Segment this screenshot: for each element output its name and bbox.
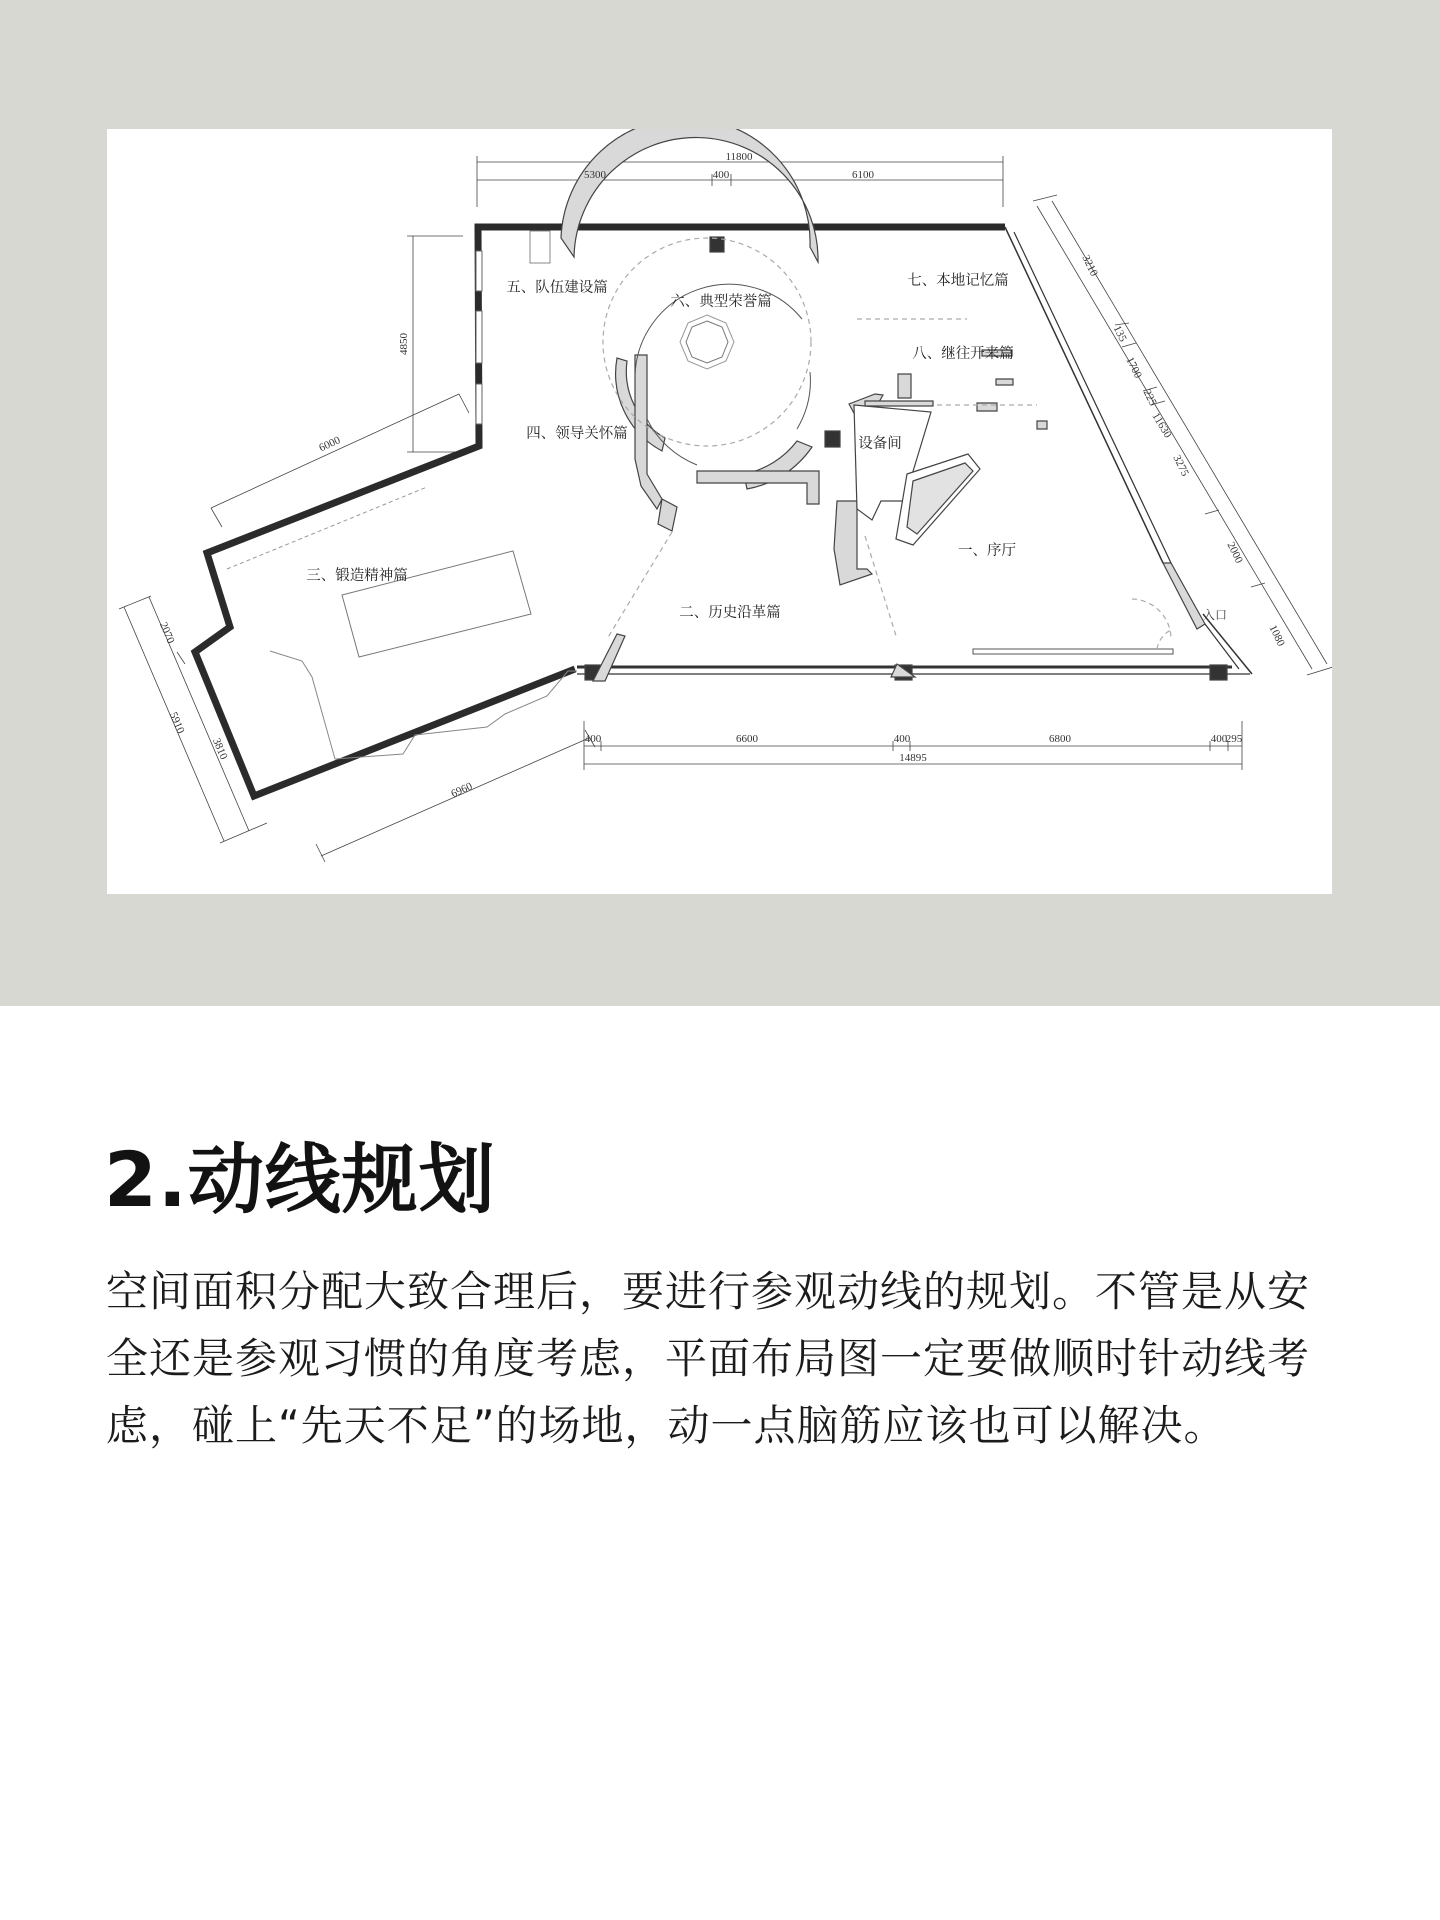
floor-plan-card xyxy=(107,129,1332,894)
dim-left-b: 3810 xyxy=(209,736,230,762)
outer-walls xyxy=(195,227,1252,796)
dim-bottom-d: 6800 xyxy=(1049,733,1071,745)
dim-left-vertical: 4850 xyxy=(398,333,410,355)
room-label-1: 一、序厅 xyxy=(958,543,1016,559)
room-label-2: 二、历史沿革篇 xyxy=(679,605,781,621)
dim-top-total: 11800 xyxy=(725,151,753,163)
section-heading: 2.动线规划 xyxy=(104,1135,496,1224)
dim-upper-left-diag: 6000 xyxy=(317,434,343,455)
room-label-4: 四、领导关怀篇 xyxy=(526,426,628,442)
dim-right-outer: 11630 xyxy=(1149,410,1174,441)
dim-right-f: 2000 xyxy=(1224,540,1245,566)
room-label-equipment: 设备间 xyxy=(858,436,902,452)
interior-structures xyxy=(561,129,1227,681)
dim-bottom-total: 14895 xyxy=(899,752,927,764)
dim-bottom-a: 400 xyxy=(584,733,602,745)
dim-right-c: 1700 xyxy=(1123,355,1144,381)
room-label-5: 五、队伍建设篇 xyxy=(506,280,608,296)
room-label-8: 八、继往开来篇 xyxy=(912,346,1014,362)
entrance-label: 入口 xyxy=(1202,608,1228,622)
center-display-table xyxy=(342,551,531,657)
octagon-showcase xyxy=(686,321,728,363)
floor-plan-drawing xyxy=(107,129,1332,894)
dim-top-c: 6100 xyxy=(852,169,874,181)
room-label-7: 七、本地记忆篇 xyxy=(907,273,1009,289)
dim-right-e: 3275 xyxy=(1170,453,1191,479)
room-label-6: 六、典型荣誉篇 xyxy=(670,294,772,310)
dim-bottom-e: 400 xyxy=(1210,733,1228,745)
dim-left-a: 2070 xyxy=(156,620,177,646)
dim-top-b: 400 xyxy=(712,169,730,181)
dim-top-a: 5300 xyxy=(584,169,606,181)
dim-left-outer: 5910 xyxy=(166,710,187,736)
section-paragraph: 空间面积分配大致合理后，要进行参观动线的规划。不管是从安全还是参观习惯的角度考虑，平面布局图一定要做顺时针动线考虑，碰上“先天不足”的场地，动一点脑筋应该也可以解决。 xyxy=(106,1267,1311,1450)
room-label-3: 三、锻造精神篇 xyxy=(306,568,408,584)
dim-right-d: 225 xyxy=(1140,387,1159,408)
dim-right-g: 1080 xyxy=(1266,623,1287,649)
dimension-lines xyxy=(119,156,1332,862)
dim-bottom-left-diag: 6960 xyxy=(449,780,475,801)
dim-right-b: 135 xyxy=(1110,323,1129,344)
dim-bottom-c: 400 xyxy=(893,733,911,745)
dim-right-a: 3210 xyxy=(1079,253,1100,279)
right-facade-wall xyxy=(1005,227,1163,563)
dim-bottom-f: 295 xyxy=(1225,733,1243,745)
thick-outer-wall xyxy=(195,227,1005,796)
irregular-display-outline xyxy=(270,651,577,759)
dim-bottom-b: 6600 xyxy=(736,733,758,745)
